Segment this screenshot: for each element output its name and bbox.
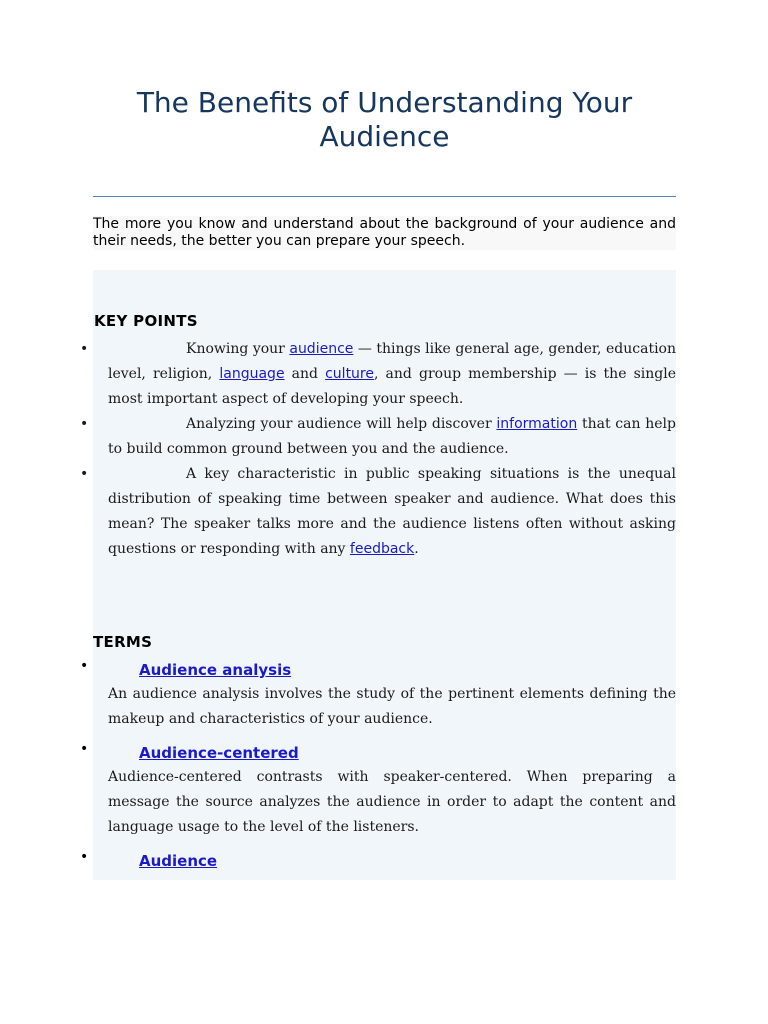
key-points-heading: KEY POINTS xyxy=(94,312,198,330)
bullet-icon: • xyxy=(80,341,89,357)
link-culture[interactable]: culture xyxy=(325,366,374,382)
key-point-text: , and group membership — is the single most important aspect of developing your speech. xyxy=(108,366,676,407)
intro-paragraph: The more you know and understand about the background of your audience and their needs, the better you can prepare your speech. xyxy=(93,216,676,249)
bullet-icon: • xyxy=(80,658,89,674)
key-point-text: Analyzing your audience will help discover xyxy=(186,416,497,432)
bullet-icon: • xyxy=(80,416,89,432)
title-divider xyxy=(93,196,676,197)
terms-list xyxy=(80,658,676,882)
terms-heading: TERMS xyxy=(93,633,153,651)
link-audience[interactable]: audience xyxy=(289,341,354,357)
bullet-icon: • xyxy=(80,466,89,482)
term-definition: An audience analysis involves the study of the pertinent elements defining the makeup and characteristics of your audience. xyxy=(108,686,676,727)
page-title: The Benefits of Understanding Your Audience xyxy=(136,86,633,153)
key-point-text: . xyxy=(414,541,419,557)
link-language[interactable]: language xyxy=(219,366,285,382)
key-point-item xyxy=(80,337,676,412)
key-point-text: and xyxy=(284,366,326,382)
bullet-icon: • xyxy=(80,849,89,865)
term-link-audience[interactable]: Audience xyxy=(139,852,218,870)
bullet-icon: • xyxy=(80,741,89,757)
key-point-text: A key characteristic in public speaking situations is the unequal distribution of speaking time between speaker and audience. What does this mean? The speaker talks more and the audience listens often without asking questions or responding with any xyxy=(108,466,676,557)
key-points-list xyxy=(80,337,676,562)
key-point-text: — things like general age, gender, education level, religion, xyxy=(108,341,676,382)
key-point-text: Knowing your xyxy=(186,341,290,357)
term-item xyxy=(80,849,676,873)
key-point-text: that can help to build common ground between you and the audience. xyxy=(108,416,676,457)
term-link-audience-analysis[interactable]: Audience analysis xyxy=(139,661,292,679)
term-item xyxy=(80,741,676,840)
term-link-audience-centered[interactable]: Audience-centered xyxy=(139,744,299,762)
key-point-item xyxy=(80,462,676,562)
key-point-item xyxy=(80,412,676,462)
term-definition: Audience-centered contrasts with speaker-centered. When preparing a message the source analyzes the audience in order to adapt the content and language usage to the level of the listeners. xyxy=(108,769,676,835)
link-information[interactable]: information xyxy=(496,416,578,432)
link-feedback[interactable]: feedback xyxy=(349,541,415,557)
term-item xyxy=(80,658,676,732)
